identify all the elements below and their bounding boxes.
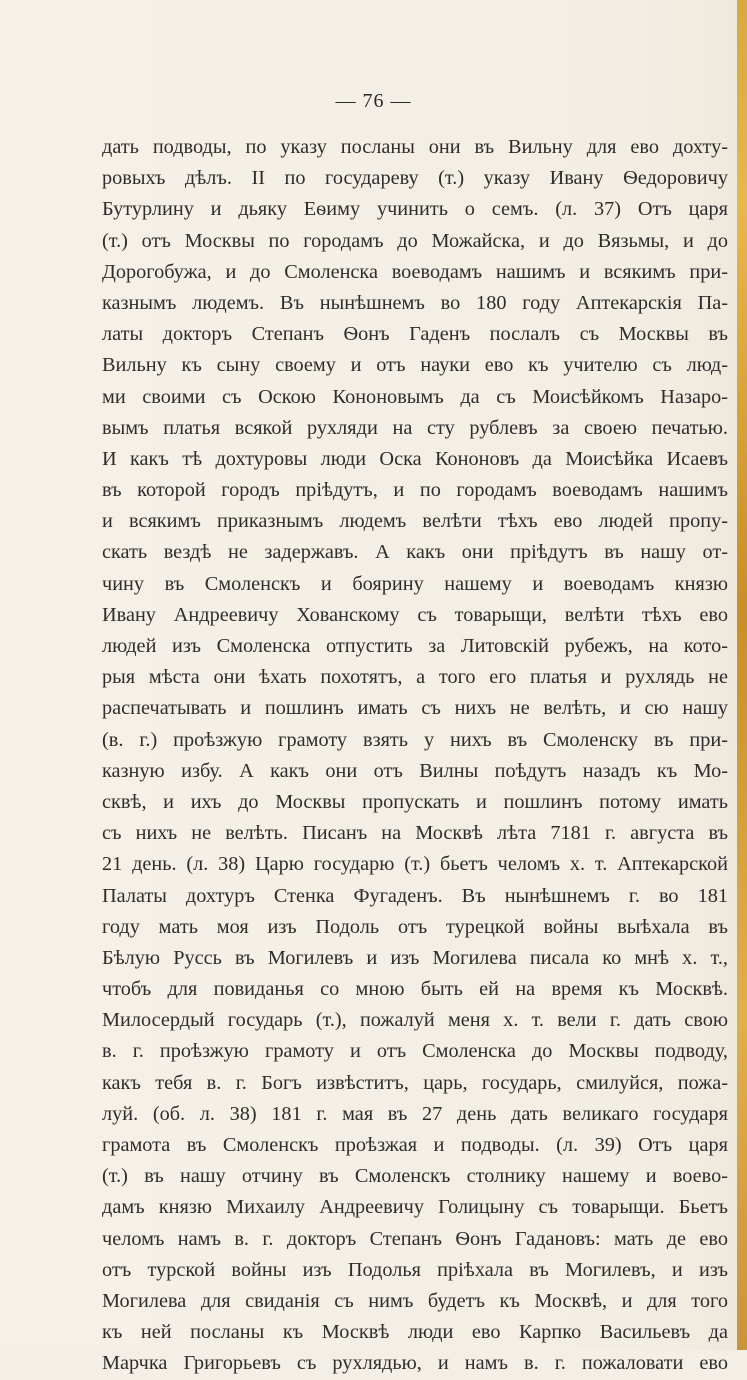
text-line: И какъ тѣ дохтуровы люди Оска Кононовъ да Моисѣйка Исаевъ <box>102 447 728 470</box>
text-line: сквѣ, и ихъ до Москвы пропускать и пошлинъ потому имать <box>102 790 728 813</box>
text-line: луй. (об. л. 38) 181 г. мая въ 27 день дать великаго государя <box>102 1102 728 1125</box>
text-line: Милосердый государь (т.), пожалуй меня х. т. вели г. дать свою <box>102 1009 728 1032</box>
text-line: Ивану Андреевичу Хованскому съ товарыщи, велѣти тѣхъ ево <box>102 603 728 626</box>
text-line: Марчка Григорьевъ съ рухлядью, и намъ в. г. пожаловати ево <box>102 1352 728 1375</box>
text-line: грамота въ Смоленскъ проѣзжая и подводы. (л. 39) Отъ царя <box>102 1134 728 1156</box>
text-line: ми своими съ Оскою Кононовымъ да съ Моисѣйкомъ Назаро- <box>102 385 728 408</box>
text-line: Бутурлину и дьяку Еѳиму учинить о семъ. (л. 37) Отъ царя <box>102 198 728 221</box>
text-line: казнымъ людемъ. Въ нынѣшнемъ во 180 году Аптекарскія Па- <box>102 291 728 314</box>
text-line: скать вездѣ не задержавъ. А какъ они пріѣдутъ въ нашу от- <box>102 541 728 564</box>
text-line: и всякимъ приказнымъ людемъ велѣти тѣхъ ево людей пропу- <box>102 510 728 533</box>
text-line: году мать моя изъ Подоль отъ турецкой войны выѣхала въ <box>102 915 728 938</box>
text-line: в. г. проѣзжую грамоту и отъ Смоленска до Москвы подводу, <box>102 1040 728 1063</box>
text-line: латы докторъ Степанъ Ѳонъ Гаденъ послалъ съ Москвы въ <box>102 323 728 346</box>
text-line: дать подводы, по указу посланы они въ Вильну для ево дохту- <box>102 136 728 158</box>
text-line: рыя мѣста они ѣхать похотятъ, а того его платья и рухлядь не <box>102 666 728 689</box>
text-line: какъ тебя в. г. Богъ извѣститъ, царь, государь, смилуйся, пожа- <box>102 1071 728 1094</box>
text-line: (т.) въ нашу отчину въ Смоленскъ столнику нашему и воево- <box>102 1165 728 1188</box>
text-line: челомъ намъ в. г. докторъ Степанъ Ѳонъ Гадановъ: мать де ево <box>102 1227 728 1250</box>
body-text <box>102 132 728 1380</box>
text-line: 21 день. (л. 38) Царю государю (т.) бьетъ челомъ х. т. Аптекарской <box>102 853 728 876</box>
text-line: въ которой городъ пріѣдутъ, и по городамъ воеводамъ нашимъ <box>102 479 728 502</box>
text-line: казную избу. А какъ они отъ Вилны поѣдутъ назадъ къ Мо- <box>102 759 728 782</box>
text-line: Бѣлую Руссь въ Могилевъ и изъ Могилева писала ко мнѣ х. т., <box>102 946 728 969</box>
text-line: чтобъ для повиданья со мною быть ей на время къ Москвѣ. <box>102 978 728 1001</box>
page-number: — 76 — <box>335 90 412 112</box>
text-line: Палаты дохтуръ Стенка Фугаденъ. Въ нынѣшнемъ г. во 181 <box>102 884 728 907</box>
text-line: ровыхъ дѣлъ. II по государеву (т.) указу Ивану Ѳедоровичу <box>102 167 728 190</box>
text-line: людей изъ Смоленска отпустить за Литовскій рубежъ, на кото- <box>102 635 728 657</box>
text-line: Могилева для свиданія съ нимъ будетъ къ Москвѣ, и для того <box>102 1289 728 1312</box>
text-line: Дорогобужа, и до Смоленска воеводамъ нашимъ и всякимъ при- <box>102 260 728 283</box>
text-line: отъ турской войны изъ Подолья пріѣхала въ Могилевъ, и изъ <box>102 1258 728 1281</box>
text-line: (т.) отъ Москвы по городамъ до Можайска, и до Вязьмы, и до <box>102 229 728 252</box>
page-edge <box>737 0 747 1350</box>
text-line: Вильну къ сыну своему и отъ науки ево къ учителю съ люд- <box>102 354 728 377</box>
text-line: къ ней посланы къ Москвѣ люди ево Карпко Васильевъ да <box>102 1321 728 1344</box>
text-line: съ нихъ не велѣть. Писанъ на Москвѣ лѣта 7181 г. августа въ <box>102 822 728 845</box>
text-line: распечатывать и пошлинъ имать съ нихъ не велѣть, и сю нашу <box>102 697 728 720</box>
text-line: вымъ платья всякой рухляди на сту рублевъ за своею печатью. <box>102 416 728 439</box>
text-line: (в. г.) проѣзжую грамоту взять у нихъ въ Смоленску въ при- <box>102 728 728 751</box>
text-line: дамъ князю Михаилу Андреевичу Голицыну съ товарыщи. Бьетъ <box>102 1196 728 1219</box>
text-line: чину въ Смоленскъ и боярину нашему и воеводамъ князю <box>102 572 728 595</box>
